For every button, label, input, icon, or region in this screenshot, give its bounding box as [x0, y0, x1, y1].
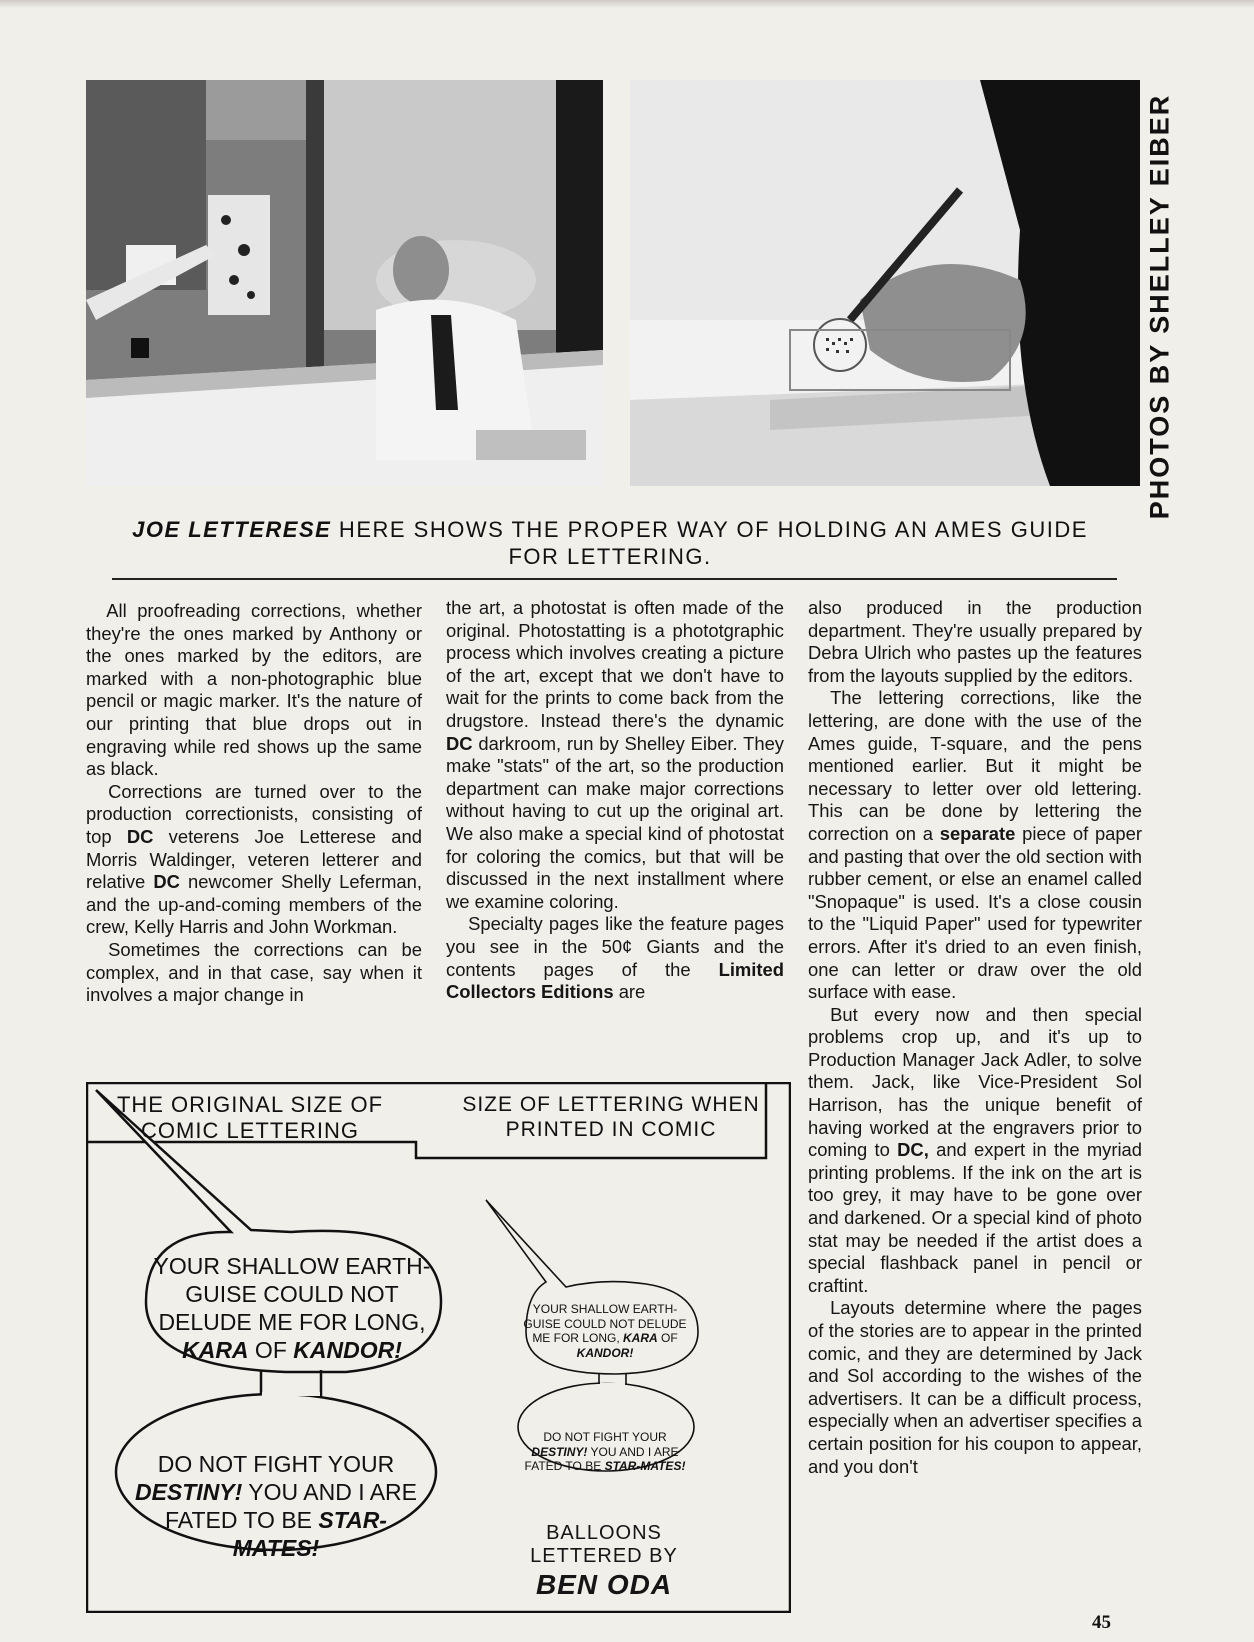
paragraph: Layouts determine where the pages of the stories are to appear in the printed comic, and they are determined by Jack and Sol according to the wishes of the advertisers. It can be a difficult process, especially when an advertiser specifies a certain position for his coupon to appear, and you don't [808, 1297, 1142, 1477]
paragraph: Sometimes the corrections can be complex, and in that case, say when it involves a major change in [86, 938, 422, 1006]
original-size-header: THE ORIGINAL SIZE OF COMIC LETTERING [116, 1092, 384, 1143]
paragraph: All proofreading corrections, whether they're the ones marked by Anthony or the ones marked by the editors, are marked with a non-photographic blue pencil or magic marker. It's the nature of our printing that blue drops out in engraving while red shows up the same as black. [86, 600, 422, 780]
caption-divider [112, 578, 1117, 580]
photo-caption [120, 516, 1100, 570]
paragraph: Specialty pages like the feature pages you see in the 50¢ Giants and the contents pages of the Limited Collectors Editions are [446, 913, 784, 1003]
paragraph: Corrections are turned over to the production correctionists, consisting of top DC veterens Joe Letterese and Morris Waldinger, veteren letterer and relative DC newcomer Shelly Leferman, and the up-and-coming members of the crew, Kelly Harris and John Workman. [86, 780, 422, 938]
speech-balloon-small-2: DO NOT FIGHT YOUR DESTINY! YOU AND I ARE FATED TO BE STAR-MATES! [524, 1430, 686, 1473]
letterer-credit-line: BALLOONS LETTERED BY [530, 1522, 678, 1567]
caption-text: HERE SHOWS THE PROPER WAY OF HOLDING AN AMES GUIDE FOR LETTERING. [331, 517, 1088, 569]
article-column-2 [446, 597, 784, 1004]
lettering-size-illustration [86, 1082, 791, 1613]
paragraph: The lettering corrections, like the lettering, are done with the use of the Ames guide, T-square, and the pens mentioned earlier. But it might be necessary to letter over old lettering. This can be done by lettering the correction on a separate piece of paper and pasting that over the old section with rubber cement, or else an enamel called "Snopaque" is used. It's a close cousin to the "Liquid Paper" used for typewriter errors. After it's dried to an even finish, one can letter or draw over the old surface with ease. [808, 687, 1142, 1003]
article-column-1 [86, 600, 422, 1007]
caption-name: JOE LETTERESE [132, 517, 332, 542]
letterer-name: BEN ODA [535, 1569, 673, 1600]
speech-balloon-large-1: YOUR SHALLOW EARTH-GUISE COULD NOT DELUDE ME FOR LONG, KARA OF KANDOR! [153, 1253, 431, 1363]
paragraph: the art, a photostat is often made of the original. Photostatting is a phototgraphic process which involves creating a picture of the art, except that we don't have to wait for the prints to come back from the drugstore. Instead there's the dynamic DC darkroom, run by Shelley Eiber. They make "stats" of the art, so the production department can make major corrections without having to cut up the original art. We also make a special kind of photostat for coloring the comics, but that will be discussed in the next installment where we examine coloring. [446, 597, 784, 912]
paragraph: But every now and then special problems crop up, and it's up to Production Manager Jack Adler, to solve them. Jack, like Vice-President Sol Harrison, has the unique benefit of having worked at the engravers prior to coming to DC, and expert in the myriad printing problems. If the ink on the art is too grey, it may have to be gone over and darkened. Or a special kind of photo stat may be needed if the artist does a special flashback panel in pencil or craftint. [808, 1003, 1143, 1296]
article-column-3 [808, 597, 1142, 1478]
photo-hand-with-ames-guide [630, 80, 1140, 486]
printed-size-header: SIZE OF LETTERING WHEN PRINTED IN COMIC [462, 1093, 760, 1141]
page-number: 45 [1092, 1612, 1111, 1633]
speech-balloon-small-1: YOUR SHALLOW EARTH-GUISE COULD NOT DELUDE ME FOR LONG, KARA OF KANDOR! [523, 1302, 687, 1360]
paragraph: also produced in the production department. They're usually prepared by Debra Ulrich who pastes up the features from the layouts supplied by the editors. [808, 597, 1142, 686]
page-top-edge [0, 0, 1254, 8]
photo-credit-text: PHOTOS BY SHELLEY EIBER [1144, 93, 1175, 519]
letterer-credit [504, 1522, 704, 1602]
speech-balloon-large-2: DO NOT FIGHT YOUR DESTINY! YOU AND I ARE FATED TO BE STAR-MATES! [134, 1451, 418, 1561]
photo-credit [1140, 76, 1180, 536]
photo-letterer-at-desk [86, 80, 603, 486]
